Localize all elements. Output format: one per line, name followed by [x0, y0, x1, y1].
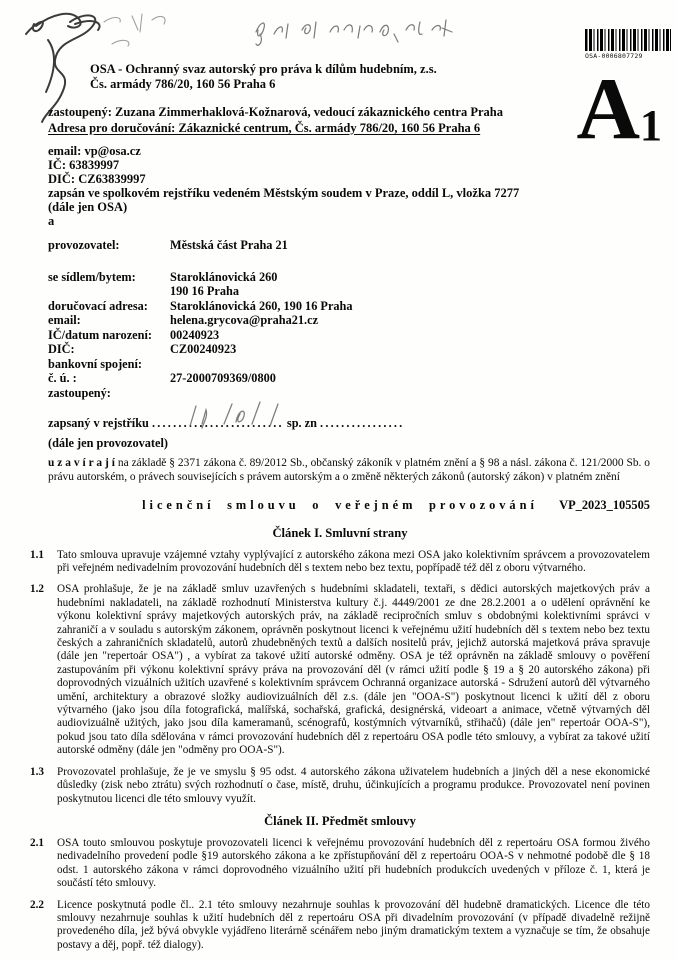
osa-address: Čs. armády 786/20, 160 56 Praha 6	[90, 77, 276, 91]
operator-label: se sídlem/bytem:	[48, 269, 136, 284]
conclusion-lead: u z a v í r a j í	[48, 457, 118, 469]
clause-2-2	[30, 899, 650, 953]
contract-number: VP_2023_105505	[559, 497, 650, 512]
operator-row	[48, 313, 650, 328]
registry-fill-line	[48, 416, 650, 431]
operator-label: zastoupený:	[48, 385, 111, 400]
operator-value: 00240923	[170, 327, 220, 342]
and-separator: a	[48, 214, 55, 228]
clause-number: 2.2	[30, 898, 44, 911]
operator-label: email:	[48, 313, 81, 327]
clause-1-1	[30, 549, 650, 576]
operator-value: Městská část Praha 21	[170, 238, 288, 252]
operator-value	[170, 270, 277, 299]
operator-row	[48, 371, 650, 386]
handwritten-note-icon	[246, 8, 466, 52]
osa-dic-line: DIČ: CZ63839997	[48, 172, 146, 186]
operator-value-line: Staroklánovická 260	[170, 269, 278, 284]
osa-email-line: email: vp@osa.cz	[48, 144, 141, 158]
osa-alias-line: (dále jen OSA)	[48, 200, 128, 214]
operator-label: IČ/datum narození:	[48, 327, 152, 342]
operator-value: CZ00240923	[170, 342, 237, 356]
clause-number: 2.1	[30, 836, 44, 849]
operator-alias-line: (dále jen provozovatel)	[48, 436, 168, 450]
sp-zn-dotted-leader: ................	[320, 416, 405, 430]
operator-row	[48, 238, 650, 253]
operator-row	[48, 328, 650, 343]
clause-1-3	[30, 766, 650, 806]
operator-label: doručovací adresa:	[48, 298, 148, 313]
registry-handwriting-icon	[176, 398, 296, 432]
operator-value: 27-2000709369/0800	[170, 371, 276, 385]
clause-number: 1.2	[30, 583, 44, 596]
operator-row	[48, 386, 650, 401]
barcode	[585, 29, 669, 60]
osa-details	[48, 144, 650, 228]
operator-label: provozovatel:	[48, 238, 120, 252]
contract-title: licenční smlouvu o veřejném provozování	[142, 497, 538, 512]
osa-delivery-line: Adresa pro doručování: Zákaznické centrum, Čs. armády 786/20, 160 56 Praha 6	[48, 120, 481, 135]
clause-text: OSA prohlašuje, že je na základě smluv uzavřených s hudebními skladateli, textaři, s dědici autorských majetkových práv a hudebními nakladateli, na základě rozhodnutí Ministerstva kultury č.j. 4449/2001 ze dne 28.2.2001 a o udělení oprávnění ke výkonu kolektivní správy majetkových autorských práv, na základě recipročních smluv s obdobnými kolektivními správci v zahraničí a v souladu s autorským zákonem, oprávněn poskytnout licenci k veřejnému užití hudebních děl s textem nebo bez textu českých a zahraničních skladatelů, autorů zhudebněných textů a dalších nositelů práv, jejichž autorská majetková práva spravuje (dále jen "repertoár OSA") , a vybírat za takové užití autorské odměny. OSA je též oprávněn na základě smlouvy o pověření zastupováním při výkonu kolektivní správy práva na provozování děl (v rámci užití podle § 19 a § 20 autorského zákona) při doprovodných vizuálních užitích uzavřené s kolektivním správcem Ochranná organizace autorská - Sdružení autorů děl výtvarného umění, architektury a obrazové složky audiovizuálních děl z.s. (dále jen "OOA-S") poskytnout licenci k užití děl z oboru výtvarného (jako jsou díla fotografická, malířská, sochařská, grafická, designérská, videoart a animace, včetně výtvarných děl audiovizuálně užitých, jako jsou díla kameramanů, scénografů, kostýmních výtvarníků, střihačů) (dále jen" repertoár OOA-S"), pokud jsou tato díla sdělována v rámci provozování hudebních děl z repertoáru OSA podle této smlouvy, a vybírat za takové užití autorské odměny (dále jen "odměny pro OOA-S").	[57, 583, 650, 757]
operator-label: č. ú. :	[48, 371, 77, 385]
barcode-label: OSA-0006807729	[585, 52, 643, 60]
document-content	[30, 62, 650, 960]
operator-block	[48, 238, 650, 400]
osa-ic-line: IČ: 63839997	[48, 158, 120, 172]
barcode-bars-icon	[585, 29, 671, 51]
corner-mark-letter: A	[576, 61, 640, 158]
registry-label: zapsaný v rejstříku	[48, 416, 152, 430]
spacer	[48, 253, 650, 270]
operator-row	[48, 342, 650, 357]
conclusion-text: na základě § 2371 zákona č. 89/2012 Sb., občanský zákoník v platném znění a § 98 a násl. zákona č. 121/2000 Sb. o právu autorském, o právech souvisejících s právem autorským a o změně některých zákonů (autorský zákon) v platném znění	[48, 457, 651, 483]
corner-mark-subscript: 1	[640, 101, 662, 151]
article-2-heading: Článek II. Předmět smlouvy	[264, 813, 416, 828]
osa-name: OSA - Ochranný svaz autorský pro práva k dílům hudebním, z.s.	[90, 62, 437, 76]
osa-represented-line: zastoupený: Zuzana Zimmerhaklová-Kožnarová, vedoucí zákaznického centra Praha	[48, 105, 503, 119]
registry-dotted-leader: .........................	[151, 416, 284, 430]
clause-text: Provozovatel prohlašuje, že je ve smyslu § 95 odst. 4 autorského zákona uživatelem hudebních a jiných děl a nese ekonomické důsledky (zisk nebo ztrátu) svých rozhodnutí o čase, místě, druhu, účinkujících a programu produkce. Provozovatel není povinen poskytnutou licenci dle této smlouvy využít.	[57, 765, 650, 805]
operator-row	[48, 299, 650, 314]
clause-text: Licence poskytnutá podle čl.. 2.1 této smlouvy nezahrnuje souhlas k provozování děl hudebně dramatických. Licence dle této smlouvy nezahrnuje souhlas k užití hudebních děl z repertoáru OSA při divadelním provozování (v případě divadelně režijně provedeného díla, jež bývá obvykle vyjádřeno literárně scénářem nebo jiným dramatickým textem a vyznačuje se tím, že obsahuje postavy a děj, popř. též dialogy).	[57, 898, 650, 951]
clause-number: 1.3	[30, 765, 44, 778]
osa-meta	[48, 105, 650, 228]
operator-value-line: 190 16 Praha	[170, 284, 239, 298]
sp-zn-label: sp. zn	[283, 416, 321, 430]
contract-title-row	[30, 498, 650, 513]
operator-label: bankovní spojení:	[48, 356, 142, 371]
operator-row	[48, 357, 650, 372]
osa-header	[90, 62, 650, 92]
operator-row	[48, 270, 650, 299]
operator-label: DIČ:	[48, 342, 75, 356]
conclusion-paragraph	[48, 457, 650, 485]
clause-number: 1.1	[30, 548, 44, 561]
osa-registry-line: zapsán ve spolkovém rejstříku vedeném Městským soudem v Praze, oddíl L, vložka 7277	[48, 186, 520, 200]
clause-text: OSA touto smlouvou poskytuje provozovateli licenci k veřejnému provozování hudebních děl z repertoáru OSA formou živého nedivadelního provedení podle §19 autorského zákona a ke zpřístupňování děl z repertoáru OOA-S v nehmotné podobě dle § 18 odst. 1 autorského zákona v rámci doprovodného vizuálního užití při hudebních produkcích uvedených v příloze č. 1, která je součástí této smlouvy.	[57, 836, 650, 890]
operator-value: Staroklánovická 260, 190 16 Praha	[170, 298, 353, 313]
operator-value: helena.grycova@praha21.cz	[170, 313, 319, 327]
article-1-heading: Článek I. Smluvní strany	[272, 525, 408, 540]
clause-text: Tato smlouva upravuje vzájemné vztahy vyplývající z autorského zákona mezi OSA jako kolektivním správcem a provozovatelem při veřejném nedivadelním provozování hudebních děl s textem nebo bez textu, popřípadě též děl z oboru výtvarného.	[57, 548, 650, 574]
clause-1-2	[30, 583, 650, 757]
clause-2-1	[30, 837, 650, 891]
